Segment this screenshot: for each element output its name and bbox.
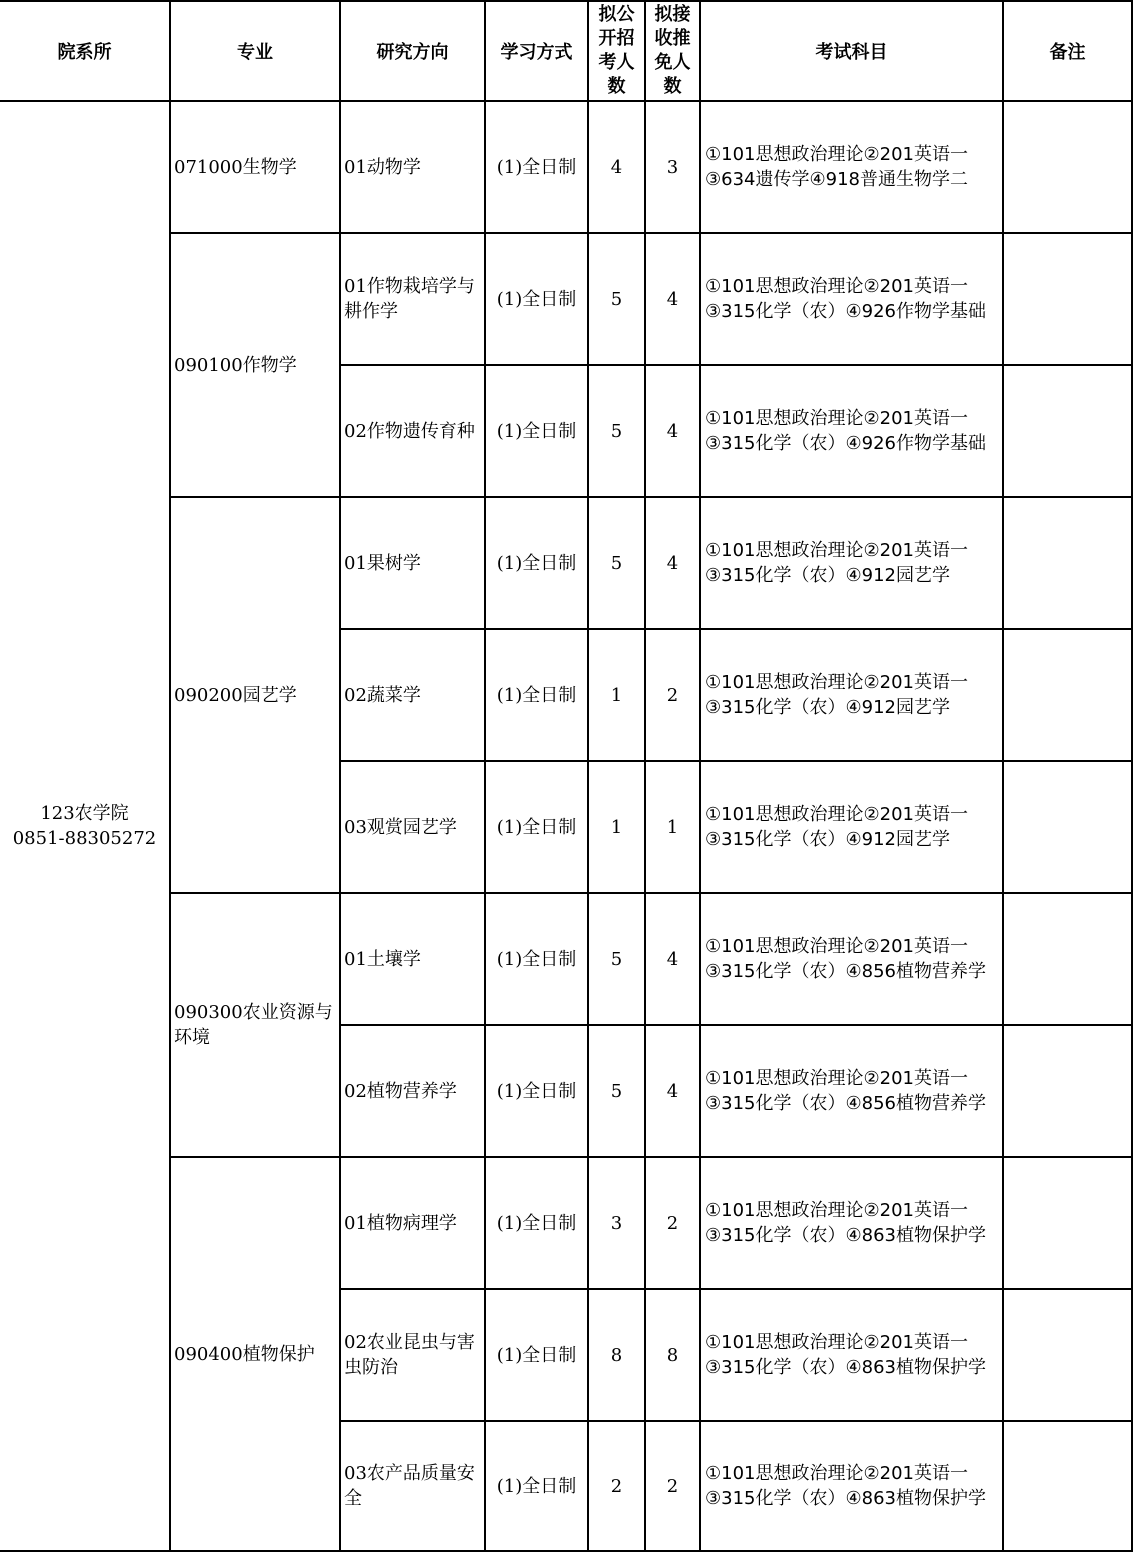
- direction-cell: 02植物营养学: [340, 1025, 485, 1157]
- header-exam-subjects: 考试科目: [700, 1, 1003, 101]
- exam-subjects-cell: ①101思想政治理论②201英语一③315化学（农）④856植物营养学: [700, 893, 1003, 1025]
- recommended-count-cell: 4: [645, 497, 700, 629]
- direction-cell: 03观赏园艺学: [340, 761, 485, 893]
- header-public-enroll: [588, 1, 645, 101]
- remark-cell: [1003, 893, 1132, 1025]
- table-row: [0, 1157, 1132, 1289]
- remark-cell: [1003, 497, 1132, 629]
- header-recommended-line: 免人: [654, 52, 691, 73]
- recommended-count-cell: 2: [645, 629, 700, 761]
- exam-subjects-cell: ①101思想政治理论②201英语一③315化学（农）④926作物学基础: [700, 233, 1003, 365]
- header-recommended-line: 收推: [654, 28, 691, 49]
- direction-cell: 02农业昆虫与害虫防治: [340, 1289, 485, 1421]
- recommended-count-cell: 2: [645, 1421, 700, 1551]
- recommended-count-cell: 3: [645, 101, 700, 233]
- recommended-count-cell: 2: [645, 1157, 700, 1289]
- exam-subjects-cell: ①101思想政治理论②201英语一③315化学（农）④926作物学基础: [700, 365, 1003, 497]
- exam-subjects-cell: ①101思想政治理论②201英语一③315化学（农）④863植物保护学: [700, 1157, 1003, 1289]
- exam-subjects-cell: ①101思想政治理论②201英语一③315化学（农）④912园艺学: [700, 497, 1003, 629]
- header-public-enroll-line: 数: [607, 76, 626, 97]
- department-cell: [0, 101, 170, 1551]
- study-mode-cell: (1)全日制: [485, 1025, 588, 1157]
- direction-cell: 02蔬菜学: [340, 629, 485, 761]
- direction-cell: 01植物病理学: [340, 1157, 485, 1289]
- remark-cell: [1003, 1421, 1132, 1551]
- major-cell: 090300农业资源与环境: [170, 893, 340, 1157]
- recommended-count-cell: 4: [645, 233, 700, 365]
- department-phone: 0851-88305272: [12, 828, 157, 849]
- public-count-cell: 5: [588, 1025, 645, 1157]
- public-count-cell: 1: [588, 761, 645, 893]
- direction-cell: 01土壤学: [340, 893, 485, 1025]
- header-recommended: [645, 1, 700, 101]
- public-count-cell: 3: [588, 1157, 645, 1289]
- exam-subjects-cell: ①101思想政治理论②201英语一③315化学（农）④912园艺学: [700, 761, 1003, 893]
- public-count-cell: 4: [588, 101, 645, 233]
- recommended-count-cell: 4: [645, 365, 700, 497]
- recommended-count-cell: 4: [645, 1025, 700, 1157]
- study-mode-cell: (1)全日制: [485, 365, 588, 497]
- header-remarks: 备注: [1003, 1, 1132, 101]
- header-recommended-line: 拟接: [654, 4, 691, 25]
- department-name: 123农学院: [40, 803, 129, 824]
- remark-cell: [1003, 365, 1132, 497]
- direction-cell: 03农产品质量安全: [340, 1421, 485, 1551]
- table-row: [0, 893, 1132, 1025]
- remark-cell: [1003, 233, 1132, 365]
- public-count-cell: 5: [588, 893, 645, 1025]
- direction-cell: 01作物栽培学与耕作学: [340, 233, 485, 365]
- header-major: 专业: [170, 1, 340, 101]
- header-study-mode: 学习方式: [485, 1, 588, 101]
- study-mode-cell: (1)全日制: [485, 1421, 588, 1551]
- study-mode-cell: (1)全日制: [485, 761, 588, 893]
- remark-cell: [1003, 101, 1132, 233]
- study-mode-cell: (1)全日制: [485, 629, 588, 761]
- recommended-count-cell: 8: [645, 1289, 700, 1421]
- study-mode-cell: (1)全日制: [485, 233, 588, 365]
- direction-cell: 01果树学: [340, 497, 485, 629]
- remark-cell: [1003, 1289, 1132, 1421]
- exam-subjects-cell: ①101思想政治理论②201英语一③634遗传学④918普通生物学二: [700, 101, 1003, 233]
- public-count-cell: 5: [588, 497, 645, 629]
- public-count-cell: 2: [588, 1421, 645, 1551]
- header-row: [0, 1, 1132, 101]
- header-public-enroll-line: 考人: [598, 52, 635, 73]
- public-count-cell: 5: [588, 365, 645, 497]
- header-public-enroll-line: 拟公: [598, 4, 635, 25]
- recommended-count-cell: 1: [645, 761, 700, 893]
- public-count-cell: 1: [588, 629, 645, 761]
- remark-cell: [1003, 761, 1132, 893]
- public-count-cell: 5: [588, 233, 645, 365]
- header-direction: 研究方向: [340, 1, 485, 101]
- exam-subjects-cell: ①101思想政治理论②201英语一③315化学（农）④863植物保护学: [700, 1421, 1003, 1551]
- direction-cell: 01动物学: [340, 101, 485, 233]
- major-cell: 090400植物保护: [170, 1157, 340, 1551]
- remark-cell: [1003, 629, 1132, 761]
- header-department: 院系所: [0, 1, 170, 101]
- direction-cell: 02作物遗传育种: [340, 365, 485, 497]
- exam-subjects-cell: ①101思想政治理论②201英语一③315化学（农）④856植物营养学: [700, 1025, 1003, 1157]
- recommended-count-cell: 4: [645, 893, 700, 1025]
- table-row: [0, 101, 1132, 233]
- remark-cell: [1003, 1025, 1132, 1157]
- study-mode-cell: (1)全日制: [485, 101, 588, 233]
- table-row: [0, 497, 1132, 629]
- public-count-cell: 8: [588, 1289, 645, 1421]
- study-mode-cell: (1)全日制: [485, 1289, 588, 1421]
- remark-cell: [1003, 1157, 1132, 1289]
- major-cell: 090100作物学: [170, 233, 340, 497]
- major-cell: 071000生物学: [170, 101, 340, 233]
- header-recommended-line: 数: [663, 76, 682, 97]
- header-public-enroll-line: 开招: [598, 28, 635, 49]
- study-mode-cell: (1)全日制: [485, 893, 588, 1025]
- exam-subjects-cell: ①101思想政治理论②201英语一③315化学（农）④912园艺学: [700, 629, 1003, 761]
- study-mode-cell: (1)全日制: [485, 1157, 588, 1289]
- table-row: [0, 233, 1132, 365]
- exam-subjects-cell: ①101思想政治理论②201英语一③315化学（农）④863植物保护学: [700, 1289, 1003, 1421]
- major-cell: 090200园艺学: [170, 497, 340, 893]
- study-mode-cell: (1)全日制: [485, 497, 588, 629]
